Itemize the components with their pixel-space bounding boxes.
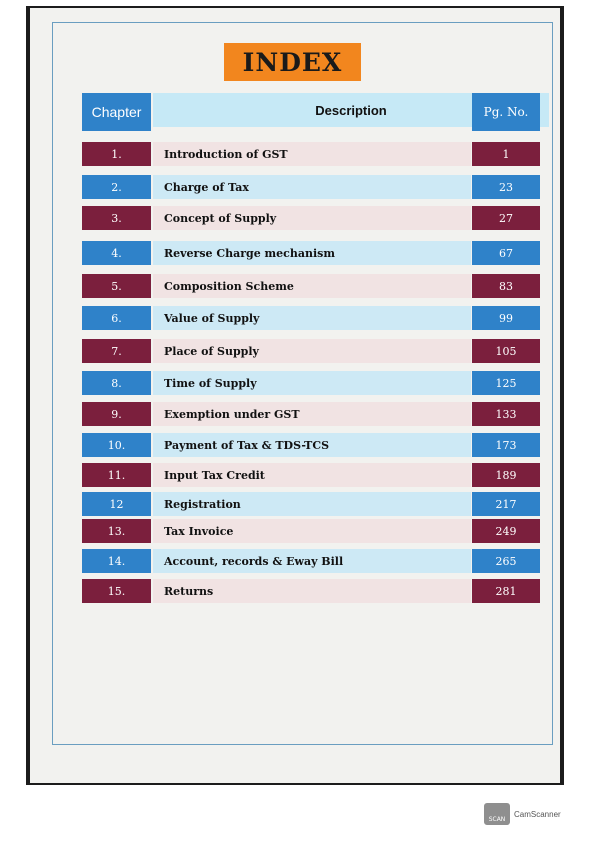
table-row: [82, 142, 542, 166]
page-number: 281: [472, 579, 540, 603]
chapter-number: 12: [82, 492, 151, 516]
watermark-text: CamScanner: [514, 809, 561, 819]
table-row: [82, 175, 542, 199]
chapter-description: Exemption under GST: [164, 407, 300, 421]
header-description: Description: [153, 93, 549, 127]
page-number: 99: [472, 306, 540, 330]
chapter-description: Registration: [164, 497, 241, 511]
scanner-logo-icon: SCAN: [484, 803, 510, 825]
table-row: [82, 492, 542, 516]
chapter-number: 15.: [82, 579, 151, 603]
chapter-description: Tax Invoice: [164, 524, 234, 538]
chapter-number: 2.: [82, 175, 151, 199]
page-number: 189: [472, 463, 540, 487]
chapter-description: Payment of Tax & TDS-TCS: [164, 438, 330, 452]
chapter-number: 13.: [82, 519, 151, 543]
chapter-description: Place of Supply: [164, 344, 259, 358]
chapter-description: Returns: [164, 584, 214, 598]
chapter-number: 1.: [82, 142, 151, 166]
page-number: 105: [472, 339, 540, 363]
table-row: [82, 463, 542, 487]
table-row: [82, 549, 542, 573]
table-row: [82, 339, 542, 363]
table-row: [82, 579, 542, 603]
table-row: [82, 519, 542, 543]
page-number: 265: [472, 549, 540, 573]
table-header: [82, 93, 540, 131]
table-row: [82, 371, 542, 395]
page-number: 217: [472, 492, 540, 516]
page-number: 83: [472, 274, 540, 298]
chapter-description: Concept of Supply: [164, 211, 277, 225]
chapter-number: 14.: [82, 549, 151, 573]
chapter-number: 4.: [82, 241, 151, 265]
page-number: 1: [472, 142, 540, 166]
index-title: INDEX: [224, 43, 361, 81]
chapter-number: 7.: [82, 339, 151, 363]
chapter-number: 6.: [82, 306, 151, 330]
table-row: [82, 241, 542, 265]
page-number: 173: [472, 433, 540, 457]
chapter-number: 9.: [82, 402, 151, 426]
table-row: [82, 402, 542, 426]
page-number: 67: [472, 241, 540, 265]
chapter-description: Reverse Charge mechanism: [164, 246, 336, 260]
header-chapter: Chapter: [82, 93, 151, 131]
chapter-number: 8.: [82, 371, 151, 395]
chapter-description: Input Tax Credit: [164, 468, 265, 482]
header-page-number: Pg. No.: [472, 93, 540, 131]
chapter-number: 11.: [82, 463, 151, 487]
table-row: [82, 306, 542, 330]
page-number: 27: [472, 206, 540, 230]
page-number: 249: [472, 519, 540, 543]
page-number: 23: [472, 175, 540, 199]
chapter-description: Charge of Tax: [164, 180, 249, 194]
table-row: [82, 433, 542, 457]
table-row: [82, 206, 542, 230]
chapter-description: Introduction of GST: [164, 147, 288, 161]
scanner-watermark: [484, 803, 561, 825]
chapter-description: Composition Scheme: [164, 279, 294, 293]
chapter-description: Account, records & Eway Bill: [164, 554, 344, 568]
chapter-description: Time of Supply: [164, 376, 257, 390]
chapter-description: Value of Supply: [164, 311, 260, 325]
chapter-number: 3.: [82, 206, 151, 230]
table-row: [82, 274, 542, 298]
chapter-number: 10.: [82, 433, 151, 457]
chapter-number: 5.: [82, 274, 151, 298]
page-number: 125: [472, 371, 540, 395]
page-number: 133: [472, 402, 540, 426]
